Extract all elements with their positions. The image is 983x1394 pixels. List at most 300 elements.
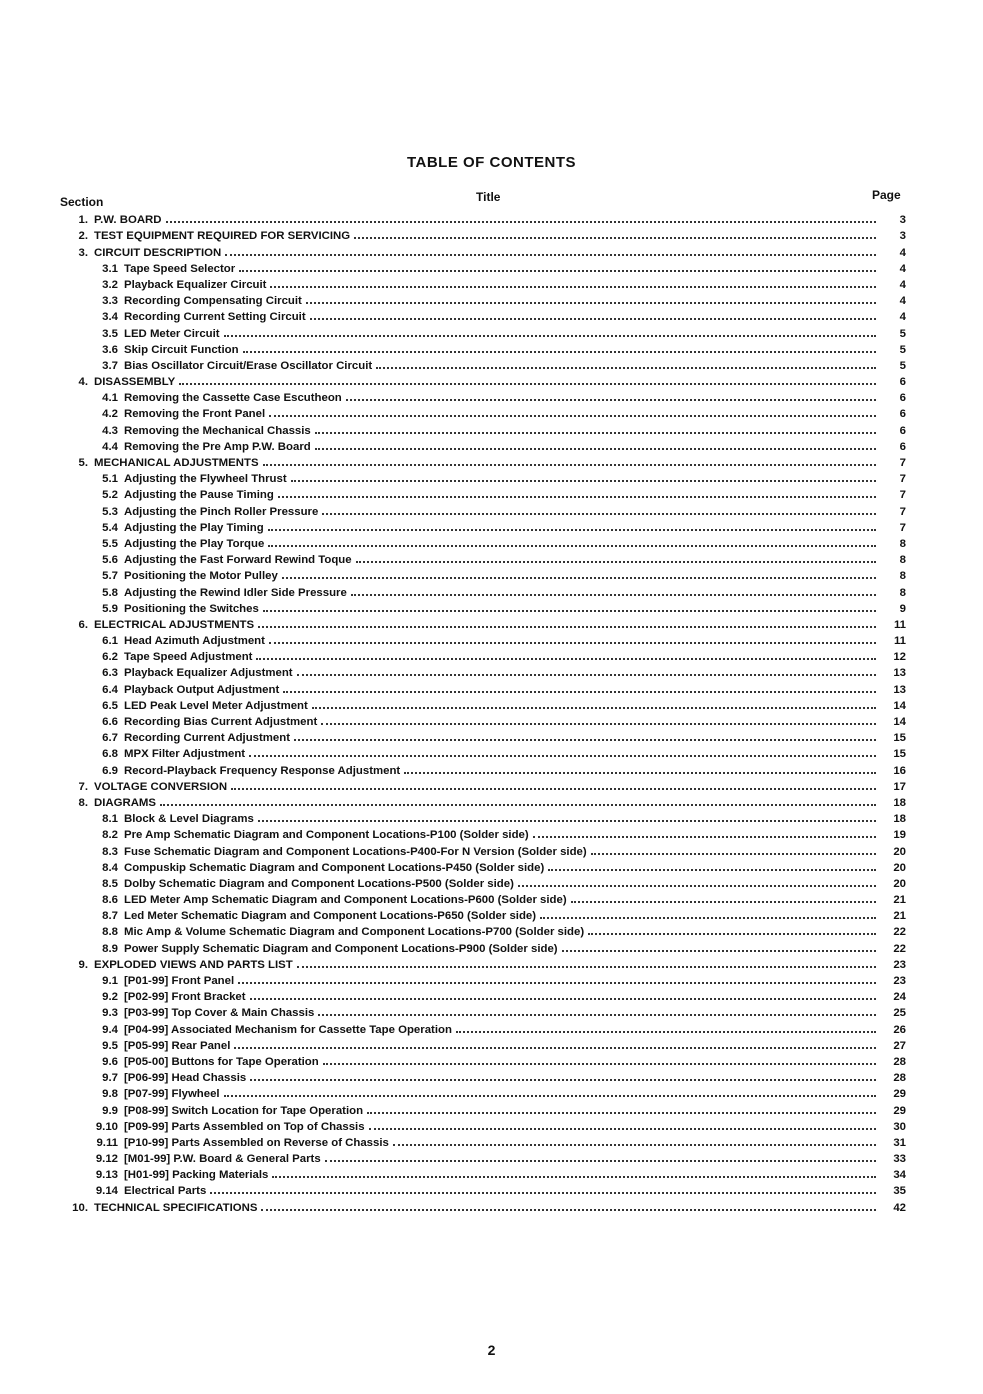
toc-entry-page: 22 (893, 926, 906, 939)
toc-entry-title: EXPLODED VIEWS AND PARTS LIST (94, 958, 293, 971)
toc-entry-number: 9.4 (102, 1023, 118, 1036)
toc-entry-page: 23 (893, 958, 906, 971)
dot-leader (258, 820, 876, 822)
toc-entry (58, 226, 906, 242)
toc-entry-title: [P02-99] Front Bracket (124, 991, 246, 1004)
dot-leader (323, 1063, 876, 1065)
toc-entry-number: 3.4 (102, 311, 118, 324)
toc-entry-title: VOLTAGE CONVERSION (94, 780, 228, 793)
toc-entry-page: 6 (899, 376, 906, 389)
toc-entry (58, 469, 906, 485)
toc-entry (58, 534, 906, 550)
dot-leader (297, 966, 876, 968)
toc-entry-page: 17 (893, 780, 906, 793)
toc-entry-number: 9.6 (102, 1055, 118, 1068)
toc-entry (58, 550, 906, 566)
toc-entry (58, 1019, 906, 1035)
dot-leader (393, 1144, 876, 1146)
toc-entry-page: 21 (893, 894, 906, 907)
toc-entry-title: DISASSEMBLY (94, 376, 176, 389)
toc-entry-page: 7 (899, 505, 906, 518)
toc-entry-number: 3.3 (102, 295, 118, 308)
dot-leader (315, 448, 876, 450)
dot-leader (297, 674, 876, 676)
toc-entry-title: Tape Speed Adjustment (124, 651, 253, 664)
toc-entry-number: 6.8 (102, 748, 118, 761)
toc-entry-title: Adjusting the Flywheel Thrust (124, 473, 287, 486)
toc-entry-page: 13 (893, 667, 906, 680)
toc-entry (58, 1052, 906, 1068)
toc-entry-number: 6.7 (102, 732, 118, 745)
toc-entry-number: 5.3 (102, 505, 118, 518)
toc-entry-number: 6.5 (102, 699, 118, 712)
toc-entry-title: Playback Output Adjustment (124, 683, 280, 696)
toc-entry-title: Bias Oscillator Circuit/Erase Oscillator Circuit (124, 359, 373, 372)
toc-entry-number: 9.2 (102, 991, 118, 1004)
dot-leader (272, 1176, 876, 1178)
toc-entry (58, 777, 906, 793)
toc-entry-page: 4 (899, 262, 906, 275)
toc-entry-page: 8 (899, 586, 906, 599)
dot-leader (270, 286, 876, 288)
toc-entry-number: 5.9 (102, 602, 118, 615)
toc-entry-page: 7 (899, 457, 906, 469)
toc-entry (58, 890, 906, 906)
toc-entry-title: ELECTRICAL ADJUSTMENTS (94, 618, 255, 631)
toc-entry (58, 712, 906, 728)
toc-entry-title: Positioning the Motor Pulley (124, 570, 278, 583)
toc-entry-page: 8 (899, 537, 906, 550)
toc-entry-title: CIRCUIT DESCRIPTION (94, 246, 222, 259)
dot-leader (346, 399, 876, 401)
toc-entry (58, 404, 906, 420)
dot-leader (318, 1014, 876, 1016)
toc-entry (58, 987, 906, 1003)
toc-entry-page: 4 (899, 246, 906, 259)
toc-entry-page: 12 (893, 651, 906, 664)
toc-entry-number: 1. (78, 214, 88, 227)
toc-entry (58, 825, 906, 841)
toc-entry-title: [M01-99] P.W. Board & General Parts (124, 1153, 321, 1166)
toc-entry-title: Playback Equalizer Adjustment (124, 667, 293, 680)
toc-entry (58, 1084, 906, 1100)
toc-entry-title: Block & Level Diagrams (124, 813, 254, 826)
dot-leader (258, 626, 876, 628)
toc-entry-page: 6 (899, 392, 906, 405)
dot-leader (571, 901, 876, 903)
toc-entry-number: 9.14 (95, 1185, 118, 1198)
dot-leader (310, 318, 876, 320)
dot-leader (239, 270, 876, 272)
toc-entry-title: Electrical Parts (124, 1185, 207, 1198)
toc-entry-title: Fuse Schematic Diagram and Component Locations-P400-For N Version (Solder side) (124, 845, 587, 858)
toc-entry-page: 28 (893, 1072, 906, 1085)
toc-entry-number: 9.10 (95, 1120, 118, 1133)
toc-entry-page: 35 (893, 1185, 906, 1198)
toc-entry-page: 21 (893, 910, 906, 923)
toc-entry-title: Removing the Front Panel (124, 408, 266, 421)
toc-entry-page: 6 (899, 424, 906, 437)
toc-entry-number: 8.4 (102, 861, 118, 874)
toc-entry (58, 793, 906, 809)
toc-entry-page: 19 (893, 829, 906, 842)
toc-entry-title: Adjusting the Rewind Idler Side Pressure (124, 586, 347, 599)
toc-entry-page: 9 (899, 602, 906, 615)
dot-leader (256, 658, 876, 660)
toc-entry-title: [P09-99] Parts Assembled on Top of Chassis (124, 1120, 365, 1133)
toc-entry (58, 485, 906, 501)
toc-entry (58, 582, 906, 598)
toc-entry (58, 1165, 906, 1181)
toc-entry-page: 14 (893, 699, 906, 712)
toc-entry-page: 15 (893, 732, 906, 745)
toc-entry (58, 1197, 906, 1213)
dot-leader (210, 1192, 876, 1194)
toc-entry-page: 34 (893, 1169, 906, 1182)
dot-leader (548, 869, 876, 871)
toc-entry-page: 26 (893, 1023, 906, 1036)
toc-entry-number: 9.11 (96, 1136, 118, 1149)
toc-entry-number: 9. (78, 958, 88, 971)
toc-entry (58, 647, 906, 663)
toc-entry (58, 566, 906, 582)
toc-entry-title: Tape Speed Selector (124, 262, 236, 275)
toc-entry-title: Adjusting the Fast Forward Rewind Toque (124, 554, 352, 567)
toc-entry-title: DIAGRAMS (94, 796, 157, 809)
toc-entry-title: TECHNICAL SPECIFICATIONS (94, 1201, 258, 1214)
toc-entry-page: 7 (899, 473, 906, 486)
toc-entry-title: Mic Amp & Volume Schematic Diagram and Component Locations-P700 (Solder side) (124, 926, 585, 939)
toc-entry-number: 6.4 (102, 683, 118, 696)
dot-leader (456, 1031, 876, 1033)
toc-entry (58, 420, 906, 436)
toc-entry-title: TEST EQUIPMENT REQUIRED FOR SERVICING (94, 230, 351, 243)
toc-entry-title: Led Meter Schematic Diagram and Component Locations-P650 (Solder side) (124, 910, 537, 923)
toc-entry-page: 6 (899, 440, 906, 453)
toc-entry (58, 938, 906, 954)
dot-leader (224, 1095, 876, 1097)
dot-leader (249, 755, 876, 757)
dot-leader (367, 1112, 876, 1114)
toc-entry-title: Dolby Schematic Diagram and Component Locations-P500 (Solder side) (124, 877, 514, 890)
toc-entry (58, 858, 906, 874)
toc-entry (58, 210, 906, 226)
title-column-header: Title (476, 190, 501, 204)
toc-entry-page: 29 (893, 1104, 906, 1117)
dot-leader (263, 464, 876, 466)
toc-entry (58, 679, 906, 695)
dot-leader (224, 335, 876, 337)
toc-entry-page: 18 (893, 796, 906, 809)
toc-entry-page: 4 (899, 311, 906, 324)
toc-entry (58, 275, 906, 291)
toc-entry-page: 27 (893, 1039, 906, 1052)
toc-entry-number: 9.1 (102, 975, 118, 987)
toc-entry-page: 20 (893, 861, 906, 874)
toc-entry-page: 20 (893, 845, 906, 858)
toc-entry-title: [P10-99] Parts Assembled on Reverse of Chassis (124, 1136, 389, 1149)
toc-entry-title: Adjusting the Pause Timing (124, 489, 274, 502)
toc-entry-number: 6.3 (102, 667, 118, 680)
toc-entry-title: Adjusting the Play Torque (124, 537, 265, 550)
toc-entry-title: Recording Current Setting Circuit (124, 311, 306, 324)
toc-entry (58, 663, 906, 679)
toc-entry-number: 5. (78, 457, 88, 469)
toc-entry-title: [H01-99] Packing Materials (124, 1169, 269, 1182)
toc-entry (58, 1036, 906, 1052)
toc-entry-number: 4.4 (102, 440, 118, 453)
page-column-header: Page (872, 188, 901, 202)
toc-entry-title: MPX Filter Adjustment (124, 748, 246, 761)
toc-entry-number: 3.5 (102, 327, 118, 340)
toc-entry (58, 1068, 906, 1084)
toc-entry-page: 14 (893, 716, 906, 728)
toc-entry-title: Adjusting the Play Timing (124, 521, 264, 534)
toc-entry-number: 8.8 (102, 926, 118, 939)
dot-leader (294, 739, 876, 741)
dot-leader (588, 933, 876, 935)
toc-entry-page: 8 (899, 570, 906, 583)
toc-entry-number: 5.2 (102, 489, 118, 502)
toc-entry-title: Removing the Pre Amp P.W. Board (124, 440, 311, 453)
dot-leader (325, 1160, 876, 1162)
toc-entry-title: Adjusting the Pinch Roller Pressure (124, 505, 319, 518)
dot-leader (518, 885, 876, 887)
toc-entry-title: Pre Amp Schematic Diagram and Component Locations-P100 (Solder side) (124, 829, 529, 842)
toc-entry-page: 4 (899, 278, 906, 291)
toc-entry-number: 5.4 (102, 521, 118, 534)
toc-entry (58, 437, 906, 453)
toc-entry-number: 5.6 (102, 554, 118, 567)
dot-leader (376, 367, 876, 369)
dot-leader (179, 383, 876, 385)
toc-entry-page: 8 (899, 554, 906, 567)
dot-leader (533, 836, 876, 838)
section-column-header: Section (60, 195, 104, 209)
toc-entry (58, 841, 906, 857)
toc-entry (58, 809, 906, 825)
toc-entry-number: 5.8 (102, 586, 118, 599)
toc-entry-page: 7 (899, 521, 906, 534)
toc-entry-page: 23 (893, 975, 906, 987)
toc-entry-number: 4. (78, 376, 88, 389)
toc-entry-title: LED Peak Level Meter Adjustment (124, 699, 308, 712)
toc-entry (58, 1003, 906, 1019)
toc-entry-page: 3 (899, 214, 906, 227)
toc-entry-number: 5.7 (102, 570, 118, 583)
dot-leader (306, 302, 876, 304)
toc-entry-number: 9.9 (102, 1104, 118, 1117)
toc-entry-number: 3. (78, 246, 88, 259)
toc-entry-number: 4.1 (102, 392, 118, 405)
toc-entry-number: 9.13 (95, 1169, 118, 1182)
toc-entry-page: 3 (899, 230, 906, 243)
toc-entry (58, 307, 906, 323)
toc-entry (58, 453, 906, 469)
toc-entry-title: P.W. BOARD (94, 214, 162, 227)
toc-entry (58, 1149, 906, 1165)
toc-entry-number: 9.7 (102, 1072, 118, 1085)
toc-entry-number: 3.2 (102, 278, 118, 291)
dot-leader (166, 221, 876, 223)
dot-leader (321, 723, 876, 725)
toc-entry (58, 1133, 906, 1149)
toc-entry (58, 760, 906, 776)
page-number: 2 (487, 1342, 496, 1358)
toc-entry-number: 2. (78, 230, 88, 243)
toc-entry-title: Power Supply Schematic Diagram and Component Locations-P900 (Solder side) (124, 942, 558, 955)
toc-entry-page: 33 (893, 1153, 906, 1166)
toc-entry-title: Record-Playback Frequency Response Adjustment (124, 764, 401, 777)
dot-leader (312, 707, 876, 709)
toc-entry-number: 9.8 (102, 1088, 118, 1101)
toc-entry (58, 922, 906, 938)
dot-leader (268, 545, 876, 547)
dot-leader (351, 594, 876, 596)
toc-entry (58, 906, 906, 922)
toc-entry (58, 291, 906, 307)
dot-leader (268, 529, 876, 531)
toc-entry (58, 1117, 906, 1133)
toc-entry-page: 7 (899, 489, 906, 502)
toc-entry-number: 6.6 (102, 716, 118, 728)
toc-entry-page: 16 (893, 764, 906, 777)
toc-entry (58, 372, 906, 388)
dot-leader (283, 691, 876, 693)
toc-entry-page: 11 (893, 618, 906, 631)
toc-entry-page: 25 (893, 1007, 906, 1020)
toc-entry-number: 9.12 (95, 1153, 118, 1166)
toc-entry (58, 971, 906, 987)
dot-leader (269, 642, 876, 644)
toc-entry-title: MECHANICAL ADJUSTMENTS (94, 457, 259, 469)
toc-entry-page: 22 (893, 942, 906, 955)
toc-entry-title: [P06-99] Head Chassis (124, 1072, 247, 1085)
toc-entry-title: [P07-99] Flywheel (124, 1088, 220, 1101)
toc-entry-number: 4.2 (102, 408, 118, 421)
toc-entry-title: Removing the Cassette Case Escutheon (124, 392, 342, 405)
toc-entry-number: 3.7 (102, 359, 118, 372)
dot-leader (404, 772, 876, 774)
toc-entry-number: 4.3 (102, 424, 118, 437)
toc-entry (58, 501, 906, 517)
dot-leader (234, 1047, 876, 1049)
toc-entry-page: 42 (893, 1201, 906, 1214)
dot-leader (250, 998, 876, 1000)
dot-leader (540, 917, 876, 919)
dot-leader (238, 982, 876, 984)
toc-entry-title: Playback Equalizer Circuit (124, 278, 267, 291)
toc-entry-page: 28 (893, 1055, 906, 1068)
dot-leader (315, 432, 876, 434)
toc-entry (58, 599, 906, 615)
toc-entry-number: 8.1 (102, 813, 118, 826)
toc-entry-page: 5 (899, 359, 906, 372)
dot-leader (243, 351, 876, 353)
toc-entry (58, 615, 906, 631)
toc-entry-number: 3.1 (102, 262, 118, 275)
toc-entry-title: [P08-99] Switch Location for Tape Operation (124, 1104, 364, 1117)
toc-entry-title: [P04-99] Associated Mechanism for Cassette Tape Operation (124, 1023, 452, 1036)
toc-entry (58, 728, 906, 744)
toc-entry-page: 5 (899, 343, 906, 356)
toc-entry-title: [P03-99] Top Cover & Main Chassis (124, 1007, 315, 1020)
toc-entry-title: [P05-99] Rear Panel (124, 1039, 231, 1052)
toc-entry-page: 5 (899, 327, 906, 340)
toc-entry-number: 3.6 (102, 343, 118, 356)
toc-entry-number: 8.3 (102, 845, 118, 858)
toc-entry-title: LED Meter Amp Schematic Diagram and Component Locations-P600 (Solder side) (124, 894, 567, 907)
toc-entry-page: 29 (893, 1088, 906, 1101)
toc-entry (58, 744, 906, 760)
toc-entry-number: 7. (78, 780, 88, 793)
toc-entry-number: 8.9 (102, 942, 118, 955)
toc-entry-page: 18 (893, 813, 906, 826)
toc-entry-title: [P01-99] Front Panel (124, 975, 235, 987)
toc-entry-page: 4 (899, 295, 906, 308)
toc-entry-number: 8. (78, 796, 88, 809)
dot-leader (269, 415, 876, 417)
toc-entry-title: Recording Bias Current Adjustment (124, 716, 318, 728)
toc-entry-number: 9.5 (102, 1039, 118, 1052)
toc-entry (58, 696, 906, 712)
toc-entry-page: 31 (893, 1136, 906, 1149)
toc-entry-page: 30 (893, 1120, 906, 1133)
toc-entry-page: 11 (893, 635, 906, 648)
toc-entry-title: LED Meter Circuit (124, 327, 220, 340)
toc-entry (58, 955, 906, 971)
toc-entry-number: 8.7 (102, 910, 118, 923)
toc-entry-number: 9.3 (102, 1007, 118, 1020)
dot-leader (263, 610, 876, 612)
toc-entry (58, 259, 906, 275)
toc-entry (58, 631, 906, 647)
dot-leader (282, 577, 876, 579)
toc-entry-number: 10. (72, 1201, 88, 1214)
toc-entry-number: 8.2 (102, 829, 118, 842)
toc-entry-title: Removing the Mechanical Chassis (124, 424, 311, 437)
toc-entry-number: 6.1 (102, 635, 118, 648)
toc-entry (58, 1100, 906, 1116)
dot-leader (231, 788, 876, 790)
toc-entry-page: 15 (893, 748, 906, 761)
dot-leader (291, 480, 876, 482)
toc-entry-title: Skip Circuit Function (124, 343, 239, 356)
toc-entry-number: 5.5 (102, 537, 118, 550)
toc-entry-number: 6.2 (102, 651, 118, 664)
toc-entry (58, 518, 906, 534)
table-of-contents (58, 210, 906, 1214)
dot-leader (354, 237, 876, 239)
toc-entry-page: 24 (893, 991, 906, 1004)
toc-entry (58, 323, 906, 339)
dot-leader (250, 1079, 876, 1081)
toc-entry-title: Recording Compensating Circuit (124, 295, 302, 308)
toc-entry (58, 356, 906, 372)
toc-entry-title: Positioning the Switches (124, 602, 259, 615)
dot-leader (369, 1128, 876, 1130)
toc-entry (58, 874, 906, 890)
toc-entry-number: 5.1 (102, 473, 118, 486)
toc-entry-number: 6.9 (102, 764, 118, 777)
toc-entry-title: Compuskip Schematic Diagram and Component Locations-P450 (Solder side) (124, 861, 545, 874)
toc-entry-number: 8.5 (102, 877, 118, 890)
page-title: TABLE OF CONTENTS (406, 154, 577, 171)
toc-entry-title: [P05-00] Buttons for Tape Operation (124, 1055, 319, 1068)
dot-leader (322, 513, 876, 515)
dot-leader (356, 561, 876, 563)
toc-entry-page: 13 (893, 683, 906, 696)
